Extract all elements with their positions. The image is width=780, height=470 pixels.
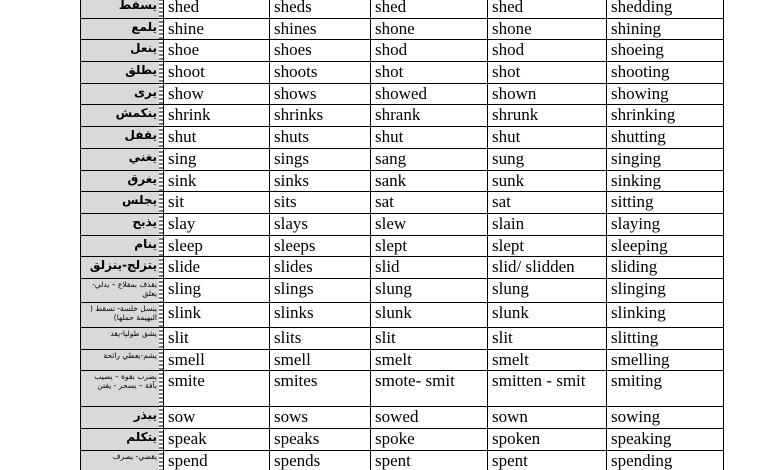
- table-row: [81, 170, 724, 192]
- arabic-meaning-cell: يقضي- يصرف: [81, 450, 164, 470]
- past-participle-cell: smitten - smit: [488, 371, 607, 407]
- past-tense-cell: shod: [371, 40, 488, 62]
- s-form-cell: sits: [270, 192, 371, 214]
- ing-form-cell: singing: [607, 148, 724, 170]
- past-participle-cell: sat: [488, 192, 607, 214]
- base-form-cell: slay: [164, 213, 270, 235]
- arabic-meaning-cell: يغرق: [81, 170, 164, 192]
- s-form-cell: sings: [270, 148, 371, 170]
- s-form-cell: slings: [270, 278, 371, 302]
- past-tense-cell: showed: [371, 83, 488, 105]
- base-form-cell: shut: [164, 127, 270, 149]
- arabic-meaning-cell: ينام: [81, 235, 164, 257]
- irregular-verbs-table: [80, 0, 724, 470]
- s-form-cell: slides: [270, 257, 371, 279]
- ing-form-cell: speaking: [607, 429, 724, 451]
- arabic-meaning-cell: يذبح: [81, 213, 164, 235]
- arabic-meaning-cell: ينسل خلسة- تسقط ( البهيمة حملها): [81, 302, 164, 327]
- past-tense-cell: slit: [371, 327, 488, 349]
- past-tense-cell: spent: [371, 450, 488, 470]
- base-form-cell: sink: [164, 170, 270, 192]
- s-form-cell: speaks: [270, 429, 371, 451]
- base-form-cell: slink: [164, 302, 270, 327]
- s-form-cell: smell: [270, 349, 371, 371]
- arabic-meaning-cell: يقفل: [81, 127, 164, 149]
- ing-form-cell: shining: [607, 18, 724, 40]
- s-form-cell: shuts: [270, 127, 371, 149]
- ing-form-cell: shutting: [607, 127, 724, 149]
- table-row: [81, 450, 724, 470]
- base-form-cell: smell: [164, 349, 270, 371]
- base-form-cell: shrink: [164, 105, 270, 127]
- ing-form-cell: slinging: [607, 278, 724, 302]
- table-row: [81, 429, 724, 451]
- base-form-cell: sling: [164, 278, 270, 302]
- arabic-meaning-cell: يرى: [81, 83, 164, 105]
- past-tense-cell: slunk: [371, 302, 488, 327]
- past-participle-cell: shod: [488, 40, 607, 62]
- table-row: [81, 83, 724, 105]
- base-form-cell: slit: [164, 327, 270, 349]
- past-participle-cell: slit: [488, 327, 607, 349]
- arabic-meaning-cell: يبذر: [81, 407, 164, 429]
- base-form-cell: sleep: [164, 235, 270, 257]
- arabic-meaning-cell: يطلق: [81, 62, 164, 84]
- past-tense-cell: shot: [371, 62, 488, 84]
- ing-form-cell: sinking: [607, 170, 724, 192]
- s-form-cell: shoes: [270, 40, 371, 62]
- past-participle-cell: shown: [488, 83, 607, 105]
- ing-form-cell: shrinking: [607, 105, 724, 127]
- past-participle-cell: shone: [488, 18, 607, 40]
- ing-form-cell: shedding: [607, 0, 724, 18]
- table-row: [81, 213, 724, 235]
- past-participle-cell: sung: [488, 148, 607, 170]
- past-participle-cell: spent: [488, 450, 607, 470]
- arabic-meaning-cell: يغني: [81, 148, 164, 170]
- table-row: [81, 40, 724, 62]
- table-row: [81, 349, 724, 371]
- base-form-cell: sow: [164, 407, 270, 429]
- table-row: [81, 192, 724, 214]
- table-row: [81, 235, 724, 257]
- verb-table-body: [81, 0, 724, 470]
- ing-form-cell: slaying: [607, 213, 724, 235]
- ing-form-cell: showing: [607, 83, 724, 105]
- base-form-cell: smite: [164, 371, 270, 407]
- past-participle-cell: slid/ slidden: [488, 257, 607, 279]
- s-form-cell: slits: [270, 327, 371, 349]
- arabic-meaning-cell: يشم-يعطي رائحة: [81, 349, 164, 371]
- s-form-cell: sinks: [270, 170, 371, 192]
- arabic-meaning-cell: يلمع: [81, 18, 164, 40]
- arabic-meaning-cell: يضرب بقوة – يصيب بآفة – يسحر - يفتن: [81, 371, 164, 407]
- base-form-cell: speak: [164, 429, 270, 451]
- table-row: [81, 327, 724, 349]
- s-form-cell: sows: [270, 407, 371, 429]
- past-tense-cell: sowed: [371, 407, 488, 429]
- past-participle-cell: slung: [488, 278, 607, 302]
- arabic-meaning-cell: يسقط: [81, 0, 164, 18]
- past-tense-cell: slung: [371, 278, 488, 302]
- past-tense-cell: sat: [371, 192, 488, 214]
- base-form-cell: shoot: [164, 62, 270, 84]
- s-form-cell: shoots: [270, 62, 371, 84]
- past-tense-cell: slew: [371, 213, 488, 235]
- past-tense-cell: smote- smit: [371, 371, 488, 407]
- past-participle-cell: slept: [488, 235, 607, 257]
- base-form-cell: spend: [164, 450, 270, 470]
- past-participle-cell: slain: [488, 213, 607, 235]
- arabic-meaning-cell: يتزلج-ينزلق: [81, 257, 164, 279]
- past-participle-cell: shed: [488, 0, 607, 18]
- past-participle-cell: shot: [488, 62, 607, 84]
- ing-form-cell: spending: [607, 450, 724, 470]
- ing-form-cell: slitting: [607, 327, 724, 349]
- past-tense-cell: spoke: [371, 429, 488, 451]
- table-row: [81, 105, 724, 127]
- arabic-meaning-cell: يتكلم: [81, 429, 164, 451]
- base-form-cell: shed: [164, 0, 270, 18]
- s-form-cell: slays: [270, 213, 371, 235]
- past-participle-cell: shut: [488, 127, 607, 149]
- table-row: [81, 371, 724, 407]
- table-row: [81, 278, 724, 302]
- ing-form-cell: sliding: [607, 257, 724, 279]
- table-row: [81, 407, 724, 429]
- base-form-cell: shoe: [164, 40, 270, 62]
- base-form-cell: sing: [164, 148, 270, 170]
- arabic-meaning-cell: ينكمش: [81, 105, 164, 127]
- past-tense-cell: shrank: [371, 105, 488, 127]
- table-row: [81, 18, 724, 40]
- arabic-meaning-cell: يجلس: [81, 192, 164, 214]
- past-tense-cell: sank: [371, 170, 488, 192]
- ing-form-cell: shoeing: [607, 40, 724, 62]
- s-form-cell: shows: [270, 83, 371, 105]
- base-form-cell: shine: [164, 18, 270, 40]
- table-row: [81, 257, 724, 279]
- past-tense-cell: shut: [371, 127, 488, 149]
- s-form-cell: smites: [270, 371, 371, 407]
- ing-form-cell: sowing: [607, 407, 724, 429]
- ing-form-cell: slinking: [607, 302, 724, 327]
- table-row: [81, 0, 724, 18]
- base-form-cell: show: [164, 83, 270, 105]
- s-form-cell: shrinks: [270, 105, 371, 127]
- arabic-meaning-cell: يقذف بمقلاع – يدلي-يعلق: [81, 278, 164, 302]
- past-tense-cell: shone: [371, 18, 488, 40]
- past-tense-cell: slid: [371, 257, 488, 279]
- past-participle-cell: slunk: [488, 302, 607, 327]
- s-form-cell: shines: [270, 18, 371, 40]
- arabic-meaning-cell: ينعل: [81, 40, 164, 62]
- s-form-cell: sleeps: [270, 235, 371, 257]
- table-row: [81, 302, 724, 327]
- past-participle-cell: sunk: [488, 170, 607, 192]
- ing-form-cell: smelling: [607, 349, 724, 371]
- base-form-cell: sit: [164, 192, 270, 214]
- s-form-cell: spends: [270, 450, 371, 470]
- past-tense-cell: shed: [371, 0, 488, 18]
- past-tense-cell: sang: [371, 148, 488, 170]
- past-participle-cell: smelt: [488, 349, 607, 371]
- past-participle-cell: shrunk: [488, 105, 607, 127]
- base-form-cell: slide: [164, 257, 270, 279]
- table-row: [81, 148, 724, 170]
- s-form-cell: slinks: [270, 302, 371, 327]
- s-form-cell: sheds: [270, 0, 371, 18]
- arabic-meaning-cell: يشق طوليا-يقد: [81, 327, 164, 349]
- ing-form-cell: shooting: [607, 62, 724, 84]
- past-tense-cell: smelt: [371, 349, 488, 371]
- table-row: [81, 127, 724, 149]
- past-participle-cell: sown: [488, 407, 607, 429]
- ing-form-cell: sitting: [607, 192, 724, 214]
- ing-form-cell: smiting: [607, 371, 724, 407]
- past-participle-cell: spoken: [488, 429, 607, 451]
- table-row: [81, 62, 724, 84]
- ing-form-cell: sleeping: [607, 235, 724, 257]
- past-tense-cell: slept: [371, 235, 488, 257]
